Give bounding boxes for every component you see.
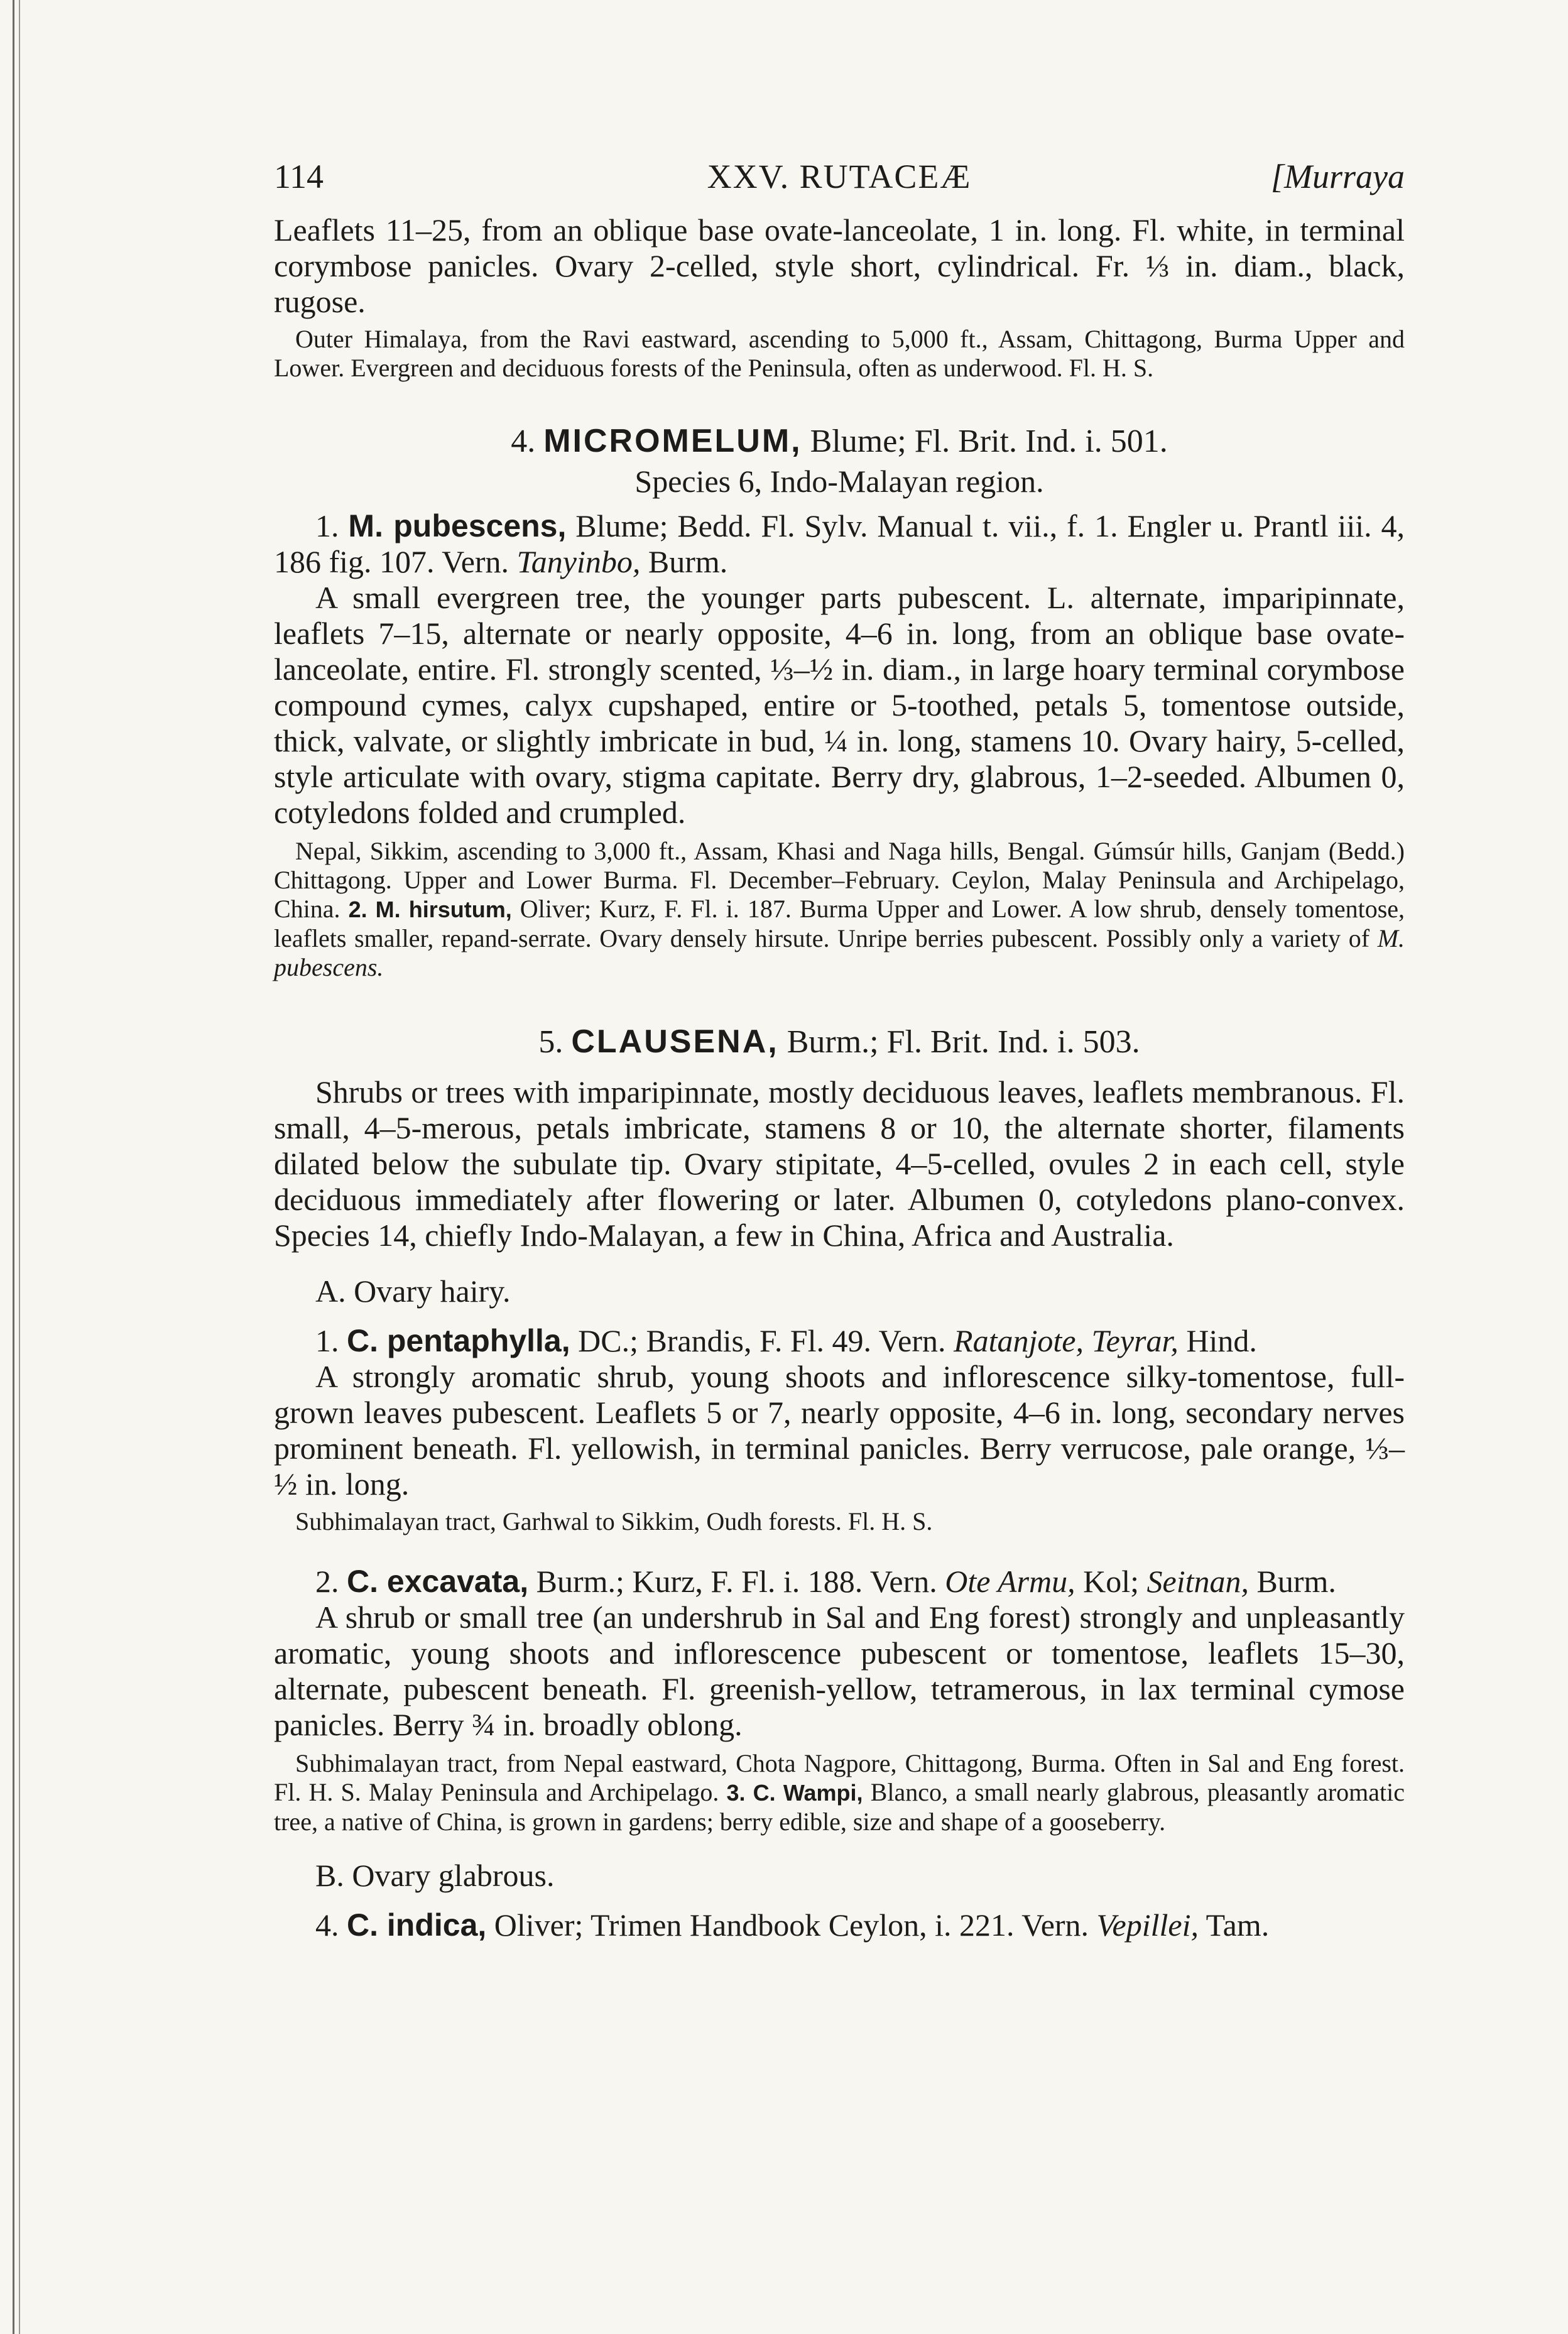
murraya-distribution: Outer Himalaya, from the Ravi eastward, ascending to 5,000 ft., Assam, Chittagong, Burma Upper and Lower. Evergreen and deciduous forests of the Peninsula, often as underwood. Fl. H. S. bbox=[274, 325, 1405, 382]
species-name: C. excavata, bbox=[347, 1564, 529, 1599]
genus-species-note: Species 6, Indo-Malayan region. bbox=[634, 464, 1044, 499]
page-number: 114 bbox=[274, 158, 324, 195]
species-description: A strongly aromatic shrub, young shoots and inflorescence silky-tomentose, full-grown leaves pubescent. Leaflets 5 or 7, nearly opposite, 4–6 in. long, secondary nerves prominent beneath. Fl. yellowish, in terminal panicles. Berry verrucose, pale orange, ⅓–½ in. long. bbox=[274, 1359, 1405, 1502]
key-group-b: B. Ovary glabrous. bbox=[315, 1858, 555, 1893]
genus-heading-micromelum bbox=[274, 422, 1405, 461]
genus-reference: Blume; Fl. Brit. Ind. i. 501. bbox=[810, 423, 1168, 459]
genus-number: 5. bbox=[538, 1024, 564, 1060]
section-title: XXV. RUTACEÆ bbox=[707, 158, 972, 195]
species-distribution: Subhimalayan tract, Garhwal to Sikkim, Oudh forests. Fl. H. S. bbox=[295, 1507, 933, 1535]
vernacular-name: Ote Armu, bbox=[945, 1564, 1075, 1599]
genus-name: CLAUSENA, bbox=[571, 1023, 779, 1060]
page bbox=[274, 157, 1405, 1943]
species-name: 2. M. hirsutum, bbox=[348, 897, 512, 922]
species-entry-m-pubescens bbox=[274, 508, 1405, 580]
genus-description: Shrubs or trees with imparipinnate, mostly deciduous leaves, leaflets membranous. Fl. small, 4–5-merous, petals imbricate, stamens 8 or 10, the alternate shorter, filaments dilated below the subulate tip. Ovary stipitate, 4–5-celled, ovules 2 in each cell, style deciduous immediately after flowering or later. Albumen 0, cotyledons plano-convex. Species 14, chiefly Indo-Malayan, a few in China, Africa and Australia. bbox=[274, 1074, 1405, 1253]
species-description: A shrub or small tree (an undershrub in Sal and Eng forest) strongly and unpleasantly aromatic, young shoots and inflorescence pubescent or tomentose, leaflets 15–30, alternate, pubescent beneath. Fl. greenish-yellow, tetramerous, in lax terminal cymose panicles. Berry ¾ in. broadly oblong. bbox=[274, 1600, 1405, 1742]
vernacular-name: Seitnan, bbox=[1146, 1564, 1250, 1599]
species-name: C. indica, bbox=[347, 1907, 487, 1943]
vernacular-language: Burm. bbox=[648, 544, 728, 579]
species-reference: Oliver; Trimen Handbook Ceylon, i. 221. Vern. bbox=[494, 1907, 1089, 1943]
running-genus: [Murraya bbox=[1271, 158, 1405, 195]
genus-reference: Burm.; Fl. Brit. Ind. i. 503. bbox=[787, 1024, 1140, 1060]
genus-number: 4. bbox=[511, 423, 536, 459]
species-reference: DC.; Brandis, F. Fl. 49. Vern. bbox=[578, 1323, 946, 1358]
vernacular-name: Ratanjote, Teyrar, bbox=[954, 1323, 1179, 1358]
species-distribution: Nepal, Sikkim, ascending to 3,000 ft., Assam, Khasi and Naga hills, Bengal. Gúmsúr hills, Ganjam (Bedd.) Chittagong. Upper and Lower Burma. Fl. December–February. Ceylon, Malay Peninsula and Archipelago, China. 2. M. hirsutum, Oliver; Kurz, F. Fl. i. 187. Burma Upper and Lower. A low shrub, densely tomentose, leaflets smaller, repand-serrate. Ovary densely hirsute. Unripe berries pubescent. Possibly only a variety of M. pubescens. bbox=[274, 837, 1405, 981]
species-name: C. pentaphylla, bbox=[347, 1323, 570, 1358]
species-description: A small evergreen tree, the younger parts pubescent. L. alternate, imparipinnate, leaflets 7–15, alternate or nearly opposite, 4–6 in. long, from an oblique base ovate-lanceolate, entire. Fl. strongly scented, ⅓–½ in. diam., in large hoary terminal corymbose compound cymes, calyx cupshaped, entire or 5-toothed, petals 5, tomentose outside, thick, valvate, or slightly imbricate in bud, ¼ in. long, stamens 10. Ovary hairy, 5-celled, style articulate with ovary, stigma capitate. Berry dry, glabrous, 1–2-seeded. Albumen 0, cotyledons folded and crumpled. bbox=[274, 580, 1405, 830]
binding-edge-line bbox=[13, 0, 14, 2334]
species-distribution: Subhimalayan tract, from Nepal eastward, Chota Nagpore, Chittagong, Burma. Often in Sal and Eng forest. Fl. H. S. Malay Peninsula and Archipelago. 3. C. Wampi, Blanco, a small nearly glabrous, pleasantly aromatic tree, a native of China, is grown in gardens; berry edible, size and shape of a gooseberry. bbox=[274, 1749, 1405, 1836]
genus-heading-clausena bbox=[274, 1022, 1405, 1062]
binding-edge-line bbox=[19, 0, 20, 2334]
vernacular-language: Burm. bbox=[1256, 1564, 1336, 1599]
vernacular-name: Vepillei, bbox=[1096, 1907, 1199, 1943]
species-number: 2. bbox=[315, 1564, 339, 1599]
species-reference: Blume; Bedd. Fl. Sylv. Manual t. vii., f. 1. Engler u. Prantl iii. 4, 186 fig. 107. Vern. bbox=[274, 508, 1405, 579]
vernacular-language: Hind. bbox=[1186, 1323, 1257, 1358]
key-group-a: A. Ovary hairy. bbox=[315, 1273, 511, 1309]
vernacular-language: Tam. bbox=[1206, 1907, 1270, 1943]
vernacular-language: Kol; bbox=[1083, 1564, 1140, 1599]
species-entry-c-indica bbox=[274, 1907, 1405, 1943]
species-number: 4. bbox=[315, 1907, 339, 1943]
species-number: 1. bbox=[315, 1323, 339, 1358]
genus-name: MICROMELUM, bbox=[543, 423, 802, 459]
species-reference: Burm.; Kurz, F. Fl. i. 188. Vern. bbox=[536, 1564, 937, 1599]
species-name: 3. C. Wampi, bbox=[726, 1780, 863, 1806]
species-entry-c-excavata bbox=[274, 1564, 1405, 1600]
vernacular-name: Tanyinbo, bbox=[516, 544, 641, 579]
running-header bbox=[274, 157, 1405, 201]
species-number: 1. bbox=[315, 508, 339, 543]
species-entry-c-pentaphylla bbox=[274, 1323, 1405, 1359]
murraya-continuation: Leaflets 11–25, from an oblique base ovate-lanceolate, 1 in. long. Fl. white, in terminal corymbose panicles. Ovary 2-celled, style short, cylindrical. Fr. ⅓ in. diam., black, rugose. bbox=[274, 212, 1405, 319]
species-name: M. pubescens, bbox=[348, 508, 567, 543]
